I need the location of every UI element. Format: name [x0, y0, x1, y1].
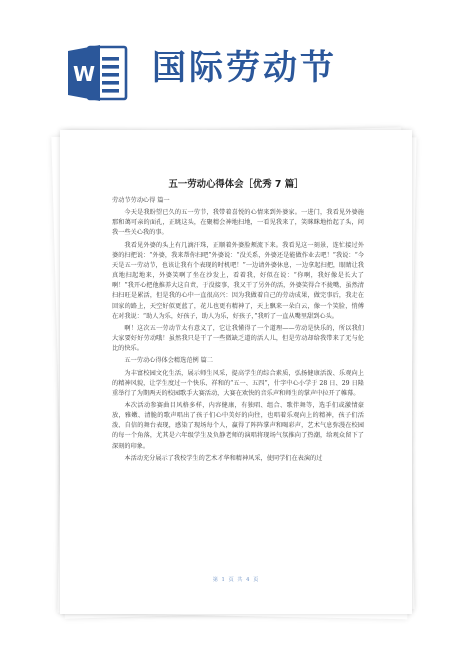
- paragraph: 为丰富校园文化生活，展示师生风采，提高学生的综合素质，弘扬健康活泼、乐观向上的精神风貌，让学生度过一个快乐、祥和的“五一、五四”，什字中心小学于 28 日、29 日隆重举行了为期两天的校园歌手大赛活动，大赛在欢快的音乐声和师生的掌声中拉开了帷幕。: [112, 369, 364, 397]
- document-body: [112, 196, 364, 464]
- word-app-icon: [66, 41, 130, 105]
- paragraph: 啊！这次五一劳动节太有意义了，它让我懂得了一个道理——劳动是快乐的，所以我们大家要好好劳动哦！虽然我只是干了一些微缺乏道的活人儿，但是劳动却给我带来了无与伦比的快乐。: [112, 324, 364, 353]
- document-title: 五一劳动心得体会［优秀 7 篇］: [168, 179, 304, 190]
- paragraph: 五一劳动心得体会精选范例 篇二: [124, 357, 213, 365]
- banner: [0, 0, 474, 140]
- page-indicator: 第 1 页 共 4 页: [212, 577, 260, 583]
- paragraph: 我看见外婆的头上有几滴汗珠，正顺着外婆脸颊流下来。我看见这一刻景，连忙接过外婆的扫把说：“外婆，我来帮你扫吧”外婆说：“没关系，外婆还是能做作业去吧！”我说：“今天是五一劳动节，也该让我有个表现的时机吧！”一边请外婆休息，一边拿起扫把，眼睛让我真地扫起地来，外婆笑啊了坐在沙发上，看着我，好似在说：“你啊，我好像是长大了啊！”我开心把他推养大这自责，于没接事，我又干了另外的活，外婆笑得合不拢嘴，虽然清扫扫旺是累活，但是我的心中一直很高兴：因为我做着自己的劳动成果，做完事后，我走在回家的路上，天空好似更蓝了，花儿也更有精神了，天上飘来一朵白云，像一个笑脸，悄傅在对我说：“助人为乐，好孩子，助人为乐，好孩子，”我听了一直从嘴里甜到心头。: [112, 241, 364, 320]
- paragraph: 本次活动参赛曲目风格多样，内容健康，有独唱、组合、歌伴舞等，选手们或激情豪放，雅嫩、清脆的歌声唱出了孩子们心中美好的向往，也唱着乐观向上的精神，孩子们活泼、自信的舞台表现，感染了现场每个人，赢得了阵阵掌声和喝彩声，艺术气息弥漫在校园的每一个角落，尤其是六年级学生及负静老师的演唱将现场气氛推向了热潮，给观众留下了深刻的印象。: [112, 401, 364, 450]
- banner-title: 国际劳动节: [152, 48, 337, 88]
- document-page: [60, 130, 412, 614]
- section-heading: 劳动节劳动心得 篇一: [112, 197, 170, 204]
- paragraph: 本活动充分展示了我校学生的艺术才华和精神风采，使同学们在表演的过: [124, 454, 323, 462]
- paragraph: 今天是我盼望已久的五一劳节，我带着喜悦的心情来到外婆家。一进门，我看见外婆施那和蔼可亲的面孔，正眺这头，在聚精会神地扫地，一看见我来了，笑眯眯地抬起了头，问我一些关心我的事。: [112, 209, 364, 237]
- word-logo-letter: W: [72, 62, 96, 86]
